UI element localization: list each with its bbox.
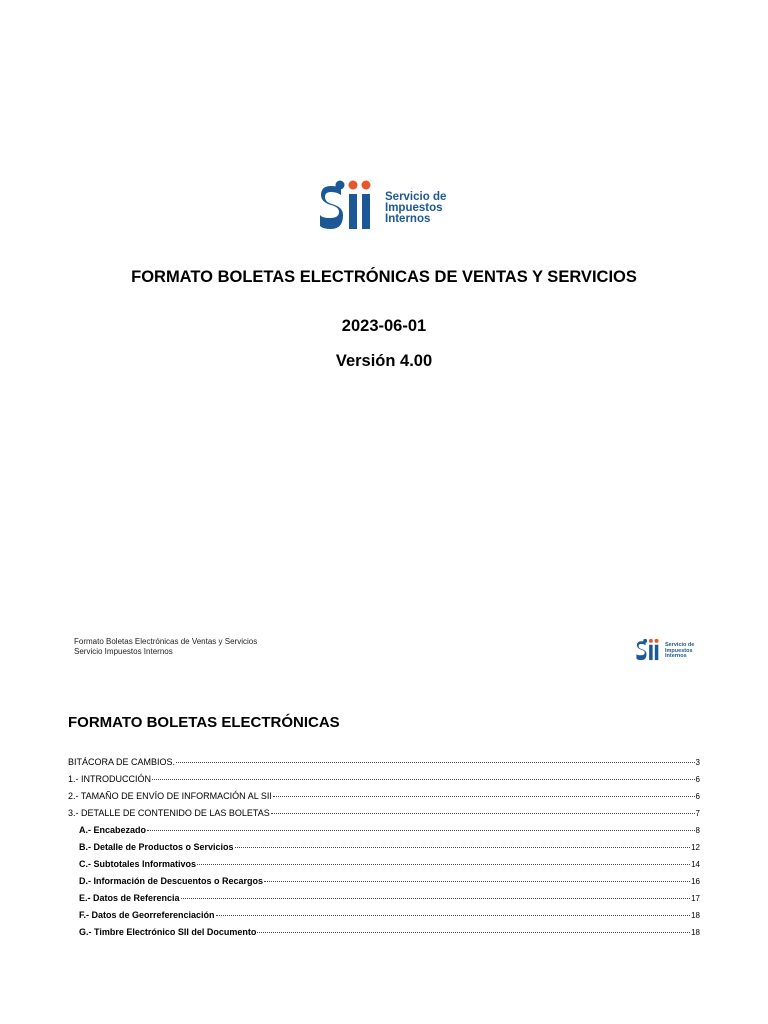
toc-entry-page: 3 [695, 758, 700, 767]
toc-entry[interactable] [68, 893, 700, 910]
toc-entry-label: G.- Timbre Electrónico SII del Documento [79, 927, 257, 937]
toc-dot-leader [216, 915, 691, 916]
toc-dot-leader [181, 898, 691, 899]
toc-entry[interactable] [68, 808, 700, 825]
toc-entry-page: 8 [695, 826, 700, 835]
toc-entry[interactable] [68, 910, 700, 927]
toc-entry-label: 1.- INTRODUCCIÓN [68, 774, 151, 784]
sii-logo-small [636, 637, 706, 663]
toc-entry[interactable] [68, 791, 700, 808]
toc-entry-page: 18 [691, 928, 700, 937]
toc-entry[interactable] [68, 757, 700, 774]
toc-entry-page: 17 [691, 894, 700, 903]
sii-logo-small-text: Servicio de Impuestos Internos [665, 642, 695, 659]
toc-entry[interactable] [68, 927, 700, 944]
toc-entry-label: B.- Detalle de Productos o Servicios [79, 842, 234, 852]
toc-entry-label: 2.- TAMAÑO DE ENVÍO DE INFORMACIÓN AL SII [68, 791, 272, 801]
toc-entry-label: BITÁCORA DE CAMBIOS. [68, 757, 176, 767]
toc-entry-page: 6 [695, 775, 700, 784]
sii-logo [319, 180, 454, 232]
toc-entry[interactable] [68, 842, 700, 859]
toc-dot-leader [264, 881, 690, 882]
toc-heading: FORMATO BOLETAS ELECTRÓNICAS [68, 714, 340, 731]
page-header-title: Formato Boletas Electrónicas de Ventas y Servicios [74, 637, 258, 646]
toc-entry-page: 14 [691, 860, 700, 869]
toc-dot-leader [197, 864, 690, 865]
toc-entry-label: 3.- DETALLE DE CONTENIDO DE LAS BOLETAS [68, 808, 270, 818]
page-header-organization: Servicio Impuestos Internos [74, 647, 173, 656]
toc-entry-label: E.- Datos de Referencia [79, 893, 180, 903]
toc-entry-label: A.- Encabezado [79, 825, 147, 835]
toc-entry-page: 18 [691, 911, 700, 920]
toc-entry-label: F.- Datos de Georreferenciación [79, 910, 215, 920]
toc-entry[interactable] [68, 774, 700, 791]
document-version: Versión 4.00 [335, 352, 433, 370]
toc-dot-leader [152, 779, 695, 780]
sii-logo-mark-icon [319, 180, 383, 232]
toc-dot-leader [147, 830, 695, 831]
toc-entry-page: 6 [695, 792, 700, 801]
toc-entry-page: 16 [691, 877, 700, 886]
toc-dot-leader [176, 762, 695, 763]
sii-logo-text: Servicio de Impuestos Internos [385, 191, 447, 225]
toc-entry-label: D.- Información de Descuentos o Recargos [79, 876, 264, 886]
toc-entry-label: C.- Subtotales Informativos [79, 859, 197, 869]
document-date: 2023-06-01 [341, 317, 427, 335]
table-of-contents [68, 757, 700, 944]
toc-entry[interactable] [68, 859, 700, 876]
sii-logo-small-mark-icon [636, 637, 664, 663]
toc-entry-page: 12 [691, 843, 700, 852]
toc-dot-leader [257, 932, 690, 933]
toc-entry[interactable] [68, 876, 700, 893]
toc-dot-leader [273, 796, 695, 797]
document-title: FORMATO BOLETAS ELECTRÓNICAS DE VENTAS Y SERVICIOS [131, 268, 637, 286]
toc-entry[interactable] [68, 825, 700, 842]
toc-dot-leader [271, 813, 695, 814]
toc-entry-page: 7 [695, 809, 700, 818]
toc-dot-leader [235, 847, 691, 848]
